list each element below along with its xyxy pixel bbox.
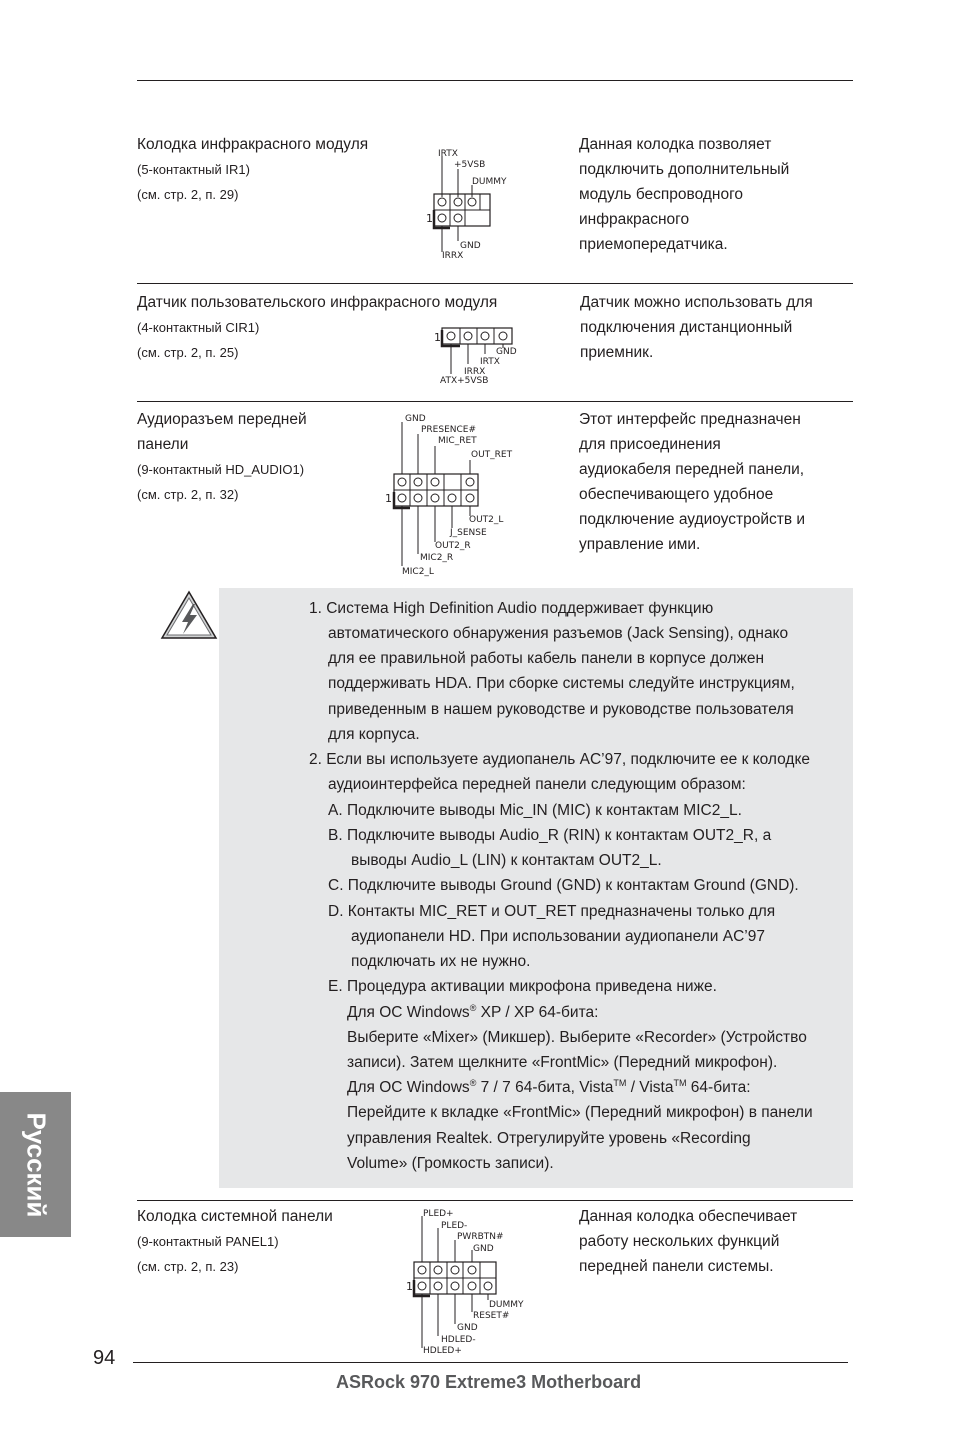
language-side-tab [0, 1092, 71, 1237]
note-line: Выберите «Mixer» (Микшер). Выберите «Recorder» (Устройство [347, 1029, 807, 1046]
language-side-tab-label: Русский [21, 1111, 51, 1218]
pin-label-pled-plus: PLED+ [423, 1209, 454, 1219]
note-line: управления Realtek. Отрегулируйте уровень «Recording [347, 1130, 751, 1147]
note-line: D. Контакты MIC_RET и OUT_RET предназначены только для [328, 903, 776, 920]
pin-label-5vsb: +5VSB [454, 160, 486, 170]
pin-label-hdled-minus: HDLED- [441, 1335, 476, 1345]
pin-label-gnd: GND [457, 1323, 478, 1333]
note-line: аудиоинтерфейса передней панели следующим образом: [328, 776, 746, 793]
pin-label-gnd: GND [460, 241, 481, 251]
pin-label-one: 1 [426, 212, 433, 225]
pin-label-irtx: IRTX [438, 149, 458, 159]
note-line: Volume» (Громкость записи). [347, 1155, 554, 1172]
cir-header-description: Датчик можно использовать для подключения дистанционный приемник. [580, 294, 813, 361]
cir-header-pin-diagram [430, 322, 540, 392]
cir-header-pin-count: (4-контактный CIR1) [137, 320, 260, 335]
note-line: A. Подключите выводы Mic_IN (MIC) к контактам MIC2_L. [328, 802, 742, 819]
pin-label-out-ret: OUT_RET [471, 450, 513, 460]
section-divider [137, 283, 853, 284]
section-divider [137, 401, 853, 402]
hd-audio-description: Этот интерфейс предназначен для присоединения аудиокабеля передней панели, обеспечивающего удобное подключение аудиоустройств и управление ими. [579, 411, 806, 553]
note-line: автоматического обнаружения разъемов (Jack Sensing), однако [328, 625, 789, 642]
note-line: B. Подключите выводы Audio_R (RIN) к контактам OUT2_R, а [328, 827, 772, 844]
note-line: C. Подключите выводы Ground (GND) к контактам Ground (GND). [328, 877, 799, 894]
note-line: поддерживать HDA. При сборке системы следуйте инструкциям, [328, 675, 795, 692]
pin-label-gnd: GND [405, 414, 426, 424]
note-line: E. Процедура активации микрофона приведена ниже. [328, 978, 717, 995]
pin-label-mic-ret: MIC_RET [438, 436, 477, 446]
pin-label-hdled-plus: HDLED+ [423, 1346, 462, 1356]
pin-label-one: 1 [406, 1280, 413, 1293]
note-line: Для ОС Windows® 7 / 7 64-бита, Vista™ / Vista™ 64-бита: [347, 1077, 751, 1096]
section-divider [137, 1200, 853, 1201]
ir-header-pin-diagram [420, 140, 550, 265]
footer-brand: ASRock 970 Extreme3 Motherboard [336, 1372, 642, 1392]
note-line: для корпуса. [328, 726, 420, 743]
pin-label-dummy: DUMMY [489, 1300, 524, 1310]
panel-header-description: Данная колодка обеспечивает работу нескольких функций передней панели системы. [579, 1208, 798, 1275]
ir-header-pin-count: (5-контактный IR1) [137, 162, 250, 177]
panel-header-pin-count: (9-контактный PANEL1) [137, 1234, 279, 1249]
page-number: 94 [93, 1347, 116, 1369]
hd-audio-page-ref: (см. стр. 2, п. 32) [137, 487, 239, 502]
panel-header-title: Колодка системной панели [137, 1208, 333, 1225]
pin-label-gnd: GND [473, 1244, 494, 1254]
ir-header-title: Колодка инфракрасного модуля [137, 136, 369, 153]
note-line: записи). Затем щелкните «FrontMic» (Передний микрофон). [347, 1054, 778, 1071]
note-line: 1. Система High Definition Audio поддерживает функцию [309, 600, 714, 617]
hd-audio-pin-count: (9-контактный HD_AUDIO1) [137, 462, 305, 477]
cir-header-page-ref: (см. стр. 2, п. 25) [137, 345, 239, 360]
pin-label-dummy: DUMMY [472, 177, 507, 187]
panel-header-page-ref: (см. стр. 2, п. 23) [137, 1259, 239, 1274]
note-line: Для ОС Windows® XP / XP 64-бита: [347, 1002, 599, 1021]
footer-rule [133, 1362, 848, 1363]
pin-label-pled-minus: PLED- [441, 1221, 468, 1231]
note-line: подключать их не нужно. [351, 953, 531, 970]
pin-label-reset: RESET# [473, 1311, 510, 1321]
pin-label-irtx: IRTX [480, 357, 500, 367]
note-line: 2. Если вы используете аудиопанель AC’97, подключите ее к колодке [309, 751, 811, 768]
top-rule [137, 80, 853, 81]
pin-label-irrx: IRRX [442, 251, 464, 261]
pin-label-out2-l: OUT2_L [469, 515, 504, 525]
note-line: аудиопанели HD. При использовании аудиопанели AC’97 [351, 928, 765, 945]
note-line: для ее правильной работы кабель панели в корпусе должен [328, 650, 765, 667]
pin-label-one: 1 [385, 492, 392, 505]
pin-label-presence: PRESENCE# [421, 425, 477, 435]
pin-label-j-sense: J_SENSE [450, 528, 487, 538]
note-line: приведенным в нашем руководстве и руководстве пользователя [328, 701, 794, 718]
hd-audio-pin-diagram [380, 408, 530, 583]
pin-label-irrx: IRRX [464, 367, 486, 377]
cir-header-title: Датчик пользовательского инфракрасного модуля [137, 294, 498, 311]
panel-header-pin-diagram [404, 1204, 544, 1356]
pin-label-out2-r: OUT2_R [435, 541, 471, 551]
pin-label-one: 1 [434, 331, 441, 344]
pin-label-atx5vsb: ATX+5VSB [440, 376, 489, 386]
ir-header-description: Данная колодка позволяет подключить дополнительный модуль беспроводного инфракрасного приемопередатчика. [579, 136, 790, 253]
pin-label-mic2-r: MIC2_R [420, 553, 454, 563]
note-line: выводы Audio_L (LIN) к контактам OUT2_L. [351, 852, 662, 869]
warning-icon [158, 588, 220, 644]
hd-audio-title: Аудиоразъем передней панели [137, 411, 307, 453]
pin-label-gnd: GND [496, 347, 517, 357]
ir-header-page-ref: (см. стр. 2, п. 29) [137, 187, 239, 202]
note-line: Перейдите к вкладке «FrontMic» (Передний микрофон) в панели [347, 1104, 813, 1121]
pin-label-pwrbtn: PWRBTN# [457, 1232, 504, 1242]
pin-label-mic2-l: MIC2_L [402, 567, 434, 577]
